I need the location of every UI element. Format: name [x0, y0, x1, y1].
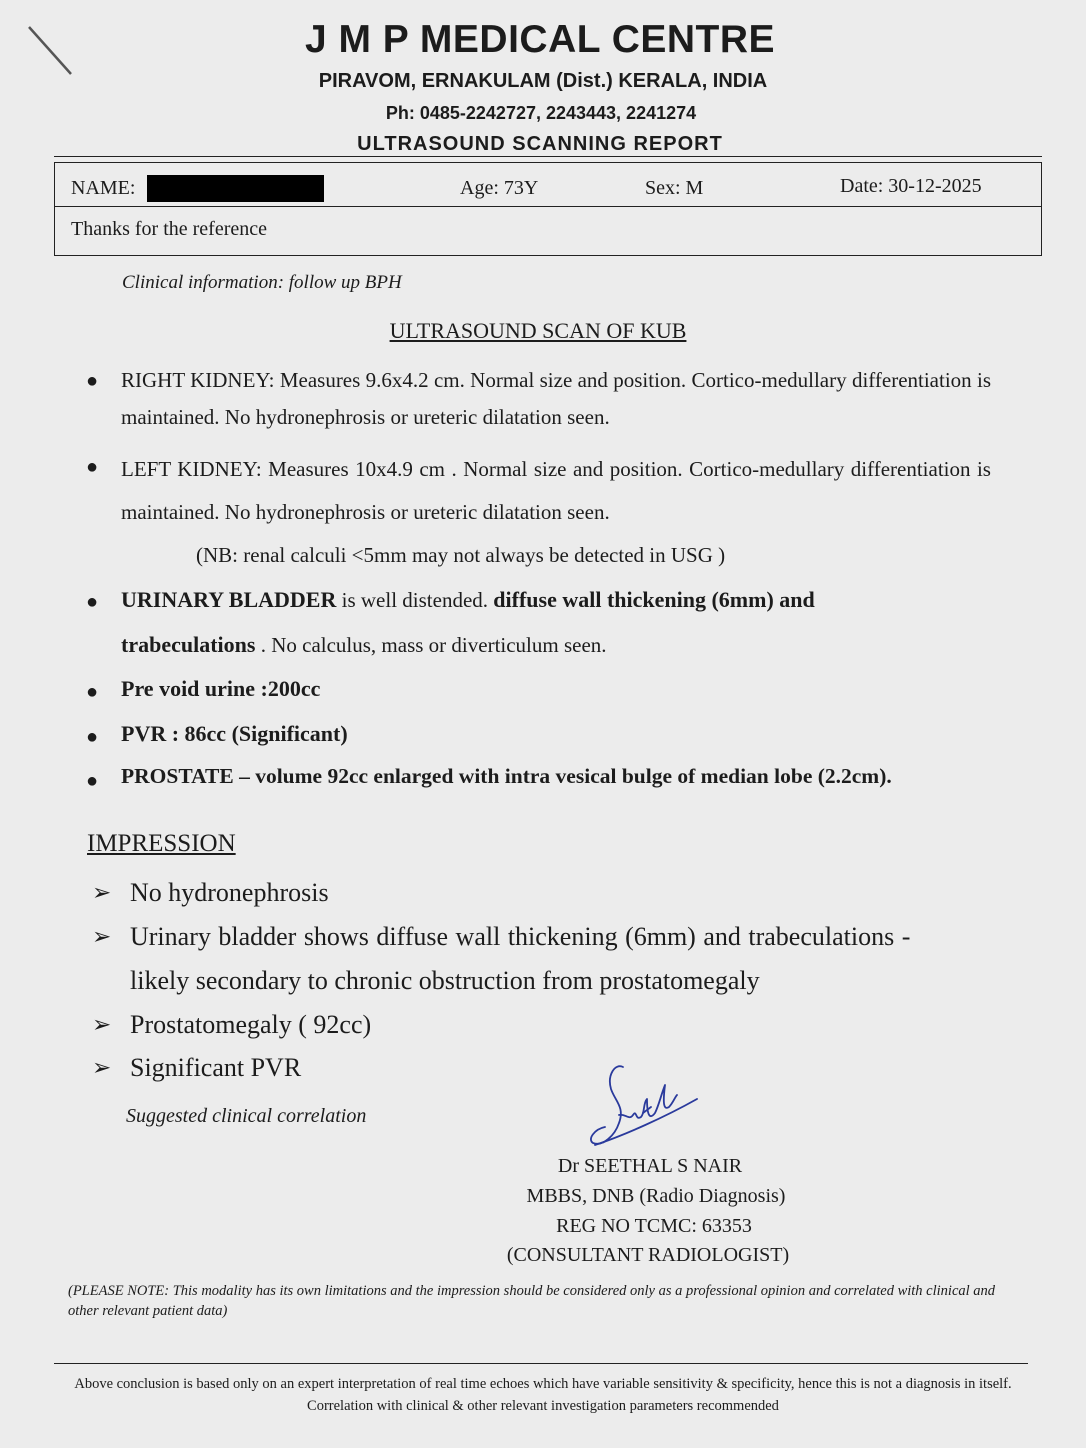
bladder-text-1: is well distended.: [336, 588, 494, 612]
finding-bladder-line2: [121, 632, 607, 658]
bladder-bold-2: trabeculations: [121, 632, 256, 657]
doctor-role: (CONSULTANT RADIOLOGIST): [506, 1244, 790, 1266]
suggested-correlation: Suggested clinical correlation: [126, 1105, 367, 1127]
bullet-icon: ●: [86, 770, 99, 792]
finding-left-kidney: [121, 448, 991, 534]
bullet-icon: ●: [86, 681, 99, 703]
impression-item: No hydronephrosis: [130, 878, 329, 907]
finding-pvr: PVR : 86cc (Significant): [121, 721, 348, 746]
right-kidney-text: Measures 9.6x4.2 cm. Normal size and position. Cortico-medullary differentiation is maintained. No hydronephrosis or ureteric dilatation seen.: [121, 368, 992, 429]
signature-image: [585, 1055, 705, 1150]
centre-address: PIRAVOM, ERNAKULAM (Dist.) KERALA, INDIA: [318, 70, 768, 92]
arrow-bullet-icon: ➢: [92, 880, 112, 905]
left-kidney-text: Measures 10x4.9 cm . Normal size and position. Cortico-medullary differentiation is maintained. No hydronephrosis or ureteric dilatation seen.: [121, 457, 991, 524]
disclaimer-note: (PLEASE NOTE: This modality has its own limitations and the impression should be considered only as a professional opinion and correlated with clinical and other relevant patient data): [68, 1283, 996, 1319]
reference-thanks: Thanks for the reference: [71, 218, 267, 240]
impression-item: Significant PVR: [130, 1053, 302, 1082]
pen-mark: [26, 24, 76, 78]
patient-sex: Sex: M: [645, 177, 704, 199]
arrow-bullet-icon: ➢: [92, 1012, 112, 1037]
impression-item: Urinary bladder shows diffuse wall thickening (6mm) and trabeculations -: [130, 922, 911, 951]
impression-heading: IMPRESSION: [87, 830, 236, 857]
bullet-icon: ●: [86, 726, 99, 748]
doctor-qualification: MBBS, DNB (Radio Diagnosis): [526, 1185, 786, 1207]
nb-note: (NB: renal calculi <5mm may not always be detected in USG ): [196, 543, 726, 567]
name-redaction: [147, 175, 324, 202]
arrow-bullet-icon: ➢: [92, 924, 112, 949]
name-label: NAME:: [71, 177, 136, 199]
finding-prostate: PROSTATE – volume 92cc enlarged with intra vesical bulge of median lobe (2.2cm).: [121, 764, 892, 788]
header-divider: [54, 156, 1042, 157]
patient-age: Age: 73Y: [460, 177, 539, 199]
bladder-bold-1: diffuse wall thickening (6mm) and: [493, 587, 815, 612]
centre-name: J M P MEDICAL CENTRE: [304, 18, 776, 61]
bladder-text-2: . No calculus, mass or diverticulum seen.: [255, 633, 607, 657]
arrow-bullet-icon: ➢: [92, 1055, 112, 1080]
finding-right-kidney: [121, 362, 991, 436]
doctor-name: Dr SEETHAL S NAIR: [557, 1155, 743, 1177]
footer-disclaimer: Above conclusion is based only on an expert interpretation of real time echoes which have variable sensitivity & specificity, hence this is not a diagnosis in itself. Correlation with clinical & other relevant investigation parameters recommended: [74, 1376, 1012, 1414]
bullet-icon: ●: [86, 456, 99, 478]
scan-title: ULTRASOUND SCAN OF KUB: [389, 318, 687, 343]
report-title: ULTRASOUND SCANNING REPORT: [357, 133, 723, 155]
patient-info-box: [54, 162, 1042, 256]
report-date: Date: 30-12-2025: [840, 175, 982, 197]
impression-item: likely secondary to chronic obstruction from prostatomegaly: [130, 966, 760, 995]
bladder-label: URINARY BLADDER: [121, 587, 337, 612]
clinical-information: Clinical information: follow up BPH: [122, 272, 402, 293]
right-kidney-label: RIGHT KIDNEY:: [121, 368, 275, 392]
doctor-registration: REG NO TCMC: 63353: [556, 1215, 752, 1237]
centre-phone: Ph: 0485-2242727, 2243443, 2241274: [385, 103, 697, 123]
left-kidney-label: LEFT KIDNEY:: [121, 457, 262, 481]
finding-pre-void: Pre void urine :200cc: [121, 676, 321, 701]
finding-bladder-line1: [121, 587, 815, 613]
footer-divider: [54, 1363, 1028, 1364]
info-divider: [55, 206, 1041, 207]
bullet-icon: ●: [86, 370, 99, 392]
impression-item: Prostatomegaly ( 92cc): [130, 1010, 372, 1039]
bullet-icon: ●: [86, 591, 99, 613]
